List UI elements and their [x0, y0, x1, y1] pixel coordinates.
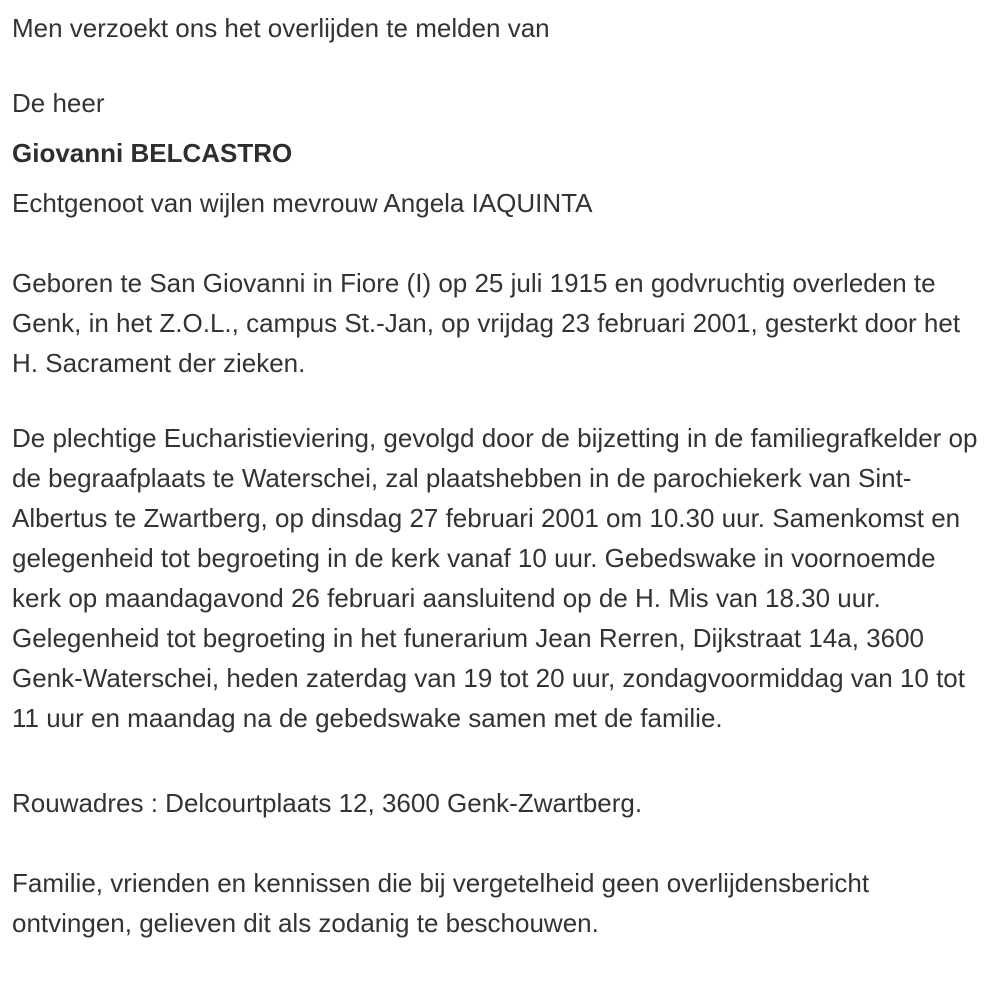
birth-death-paragraph: Geboren te San Giovanni in Fiore (I) op 25 juli 1915 en godvruchtig overleden te Genk, in het Z.O.L., campus St.-Jan, op vrijdag 23 februari 2001, gesterkt door het H. Sacrament der zieken.: [12, 268, 961, 378]
spouse-line: Echtgenoot van wijlen mevrouw Angela IAQUINTA: [12, 188, 593, 218]
closing-paragraph: Familie, vrienden en kennissen die bij vergetelheid geen overlijdensbericht ontvingen, gelieven dit als zodanig te beschouwen.: [12, 868, 870, 938]
mourning-address: Rouwadres : Delcourtplaats 12, 3600 Genk-Zwartberg.: [12, 788, 643, 818]
deceased-name: Giovanni BELCASTRO: [12, 138, 293, 168]
salutation: De heer: [12, 88, 105, 118]
announcement-intro: Men verzoekt ons het overlijden te melden van: [12, 13, 550, 43]
service-details-paragraph: De plechtige Eucharistieviering, gevolgd door de bijzetting in de familiegrafkelder op de begraafplaats te Waterschei, zal plaatshebben in de parochiekerk van Sint-Albertus te Zwartberg, op dinsdag 27 februari 2001 om 10.30 uur. Samenkomst en gelegenheid tot begroeting in de kerk vanaf 10 uur. Gebedswake in voornoemde kerk op maandagavond 26 februari aansluitend op de H. Mis van 18.30 uur. Gelegenheid tot begroeting in het funerarium Jean Rerren, Dijkstraat 14a, 3600 Genk-Waterschei, heden zaterdag van 19 tot 20 uur, zondagvoormiddag van 10 tot 11 uur en maandag na de gebedswake samen met de familie.: [12, 423, 978, 733]
